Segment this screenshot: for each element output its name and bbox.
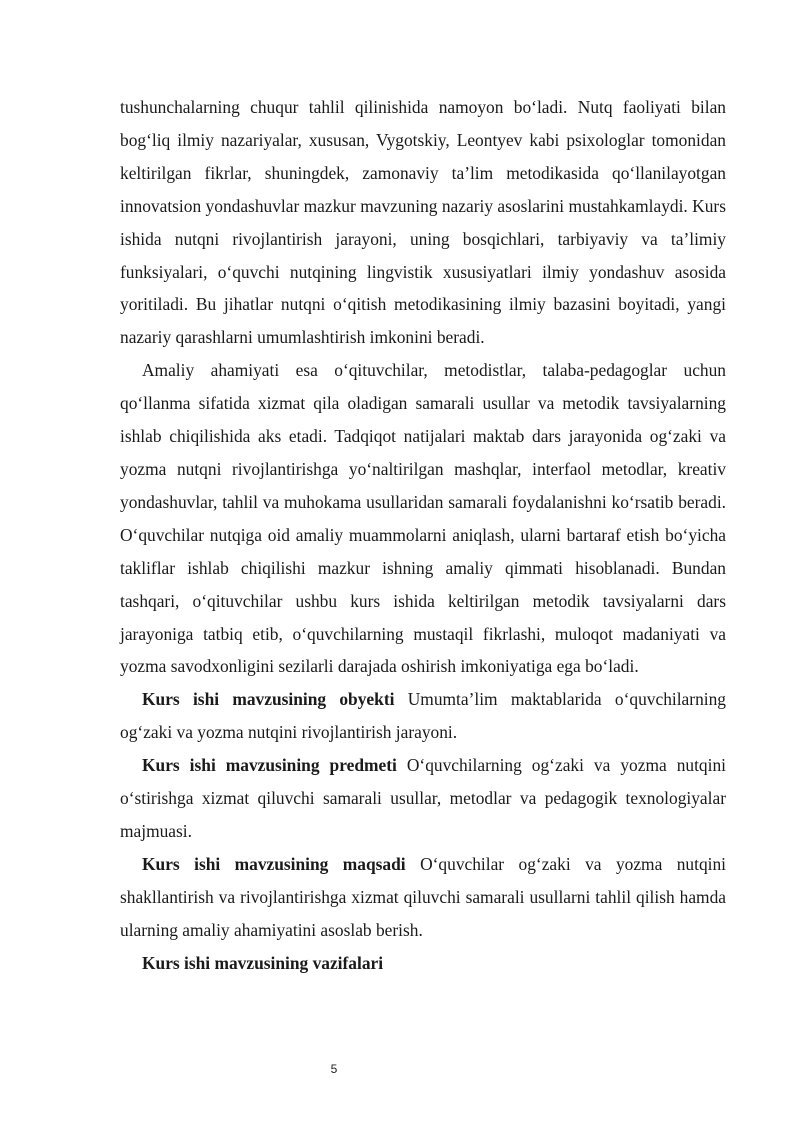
paragraph-text: Amaliy ahamiyati esa o‘qituvchilar, metodistlar, talaba-pedagoglar uchun qo‘llanma sifatida xizmat qila oladigan samarali usullar va metodik tavsiyalarning ishlab chiqilishida aks etadi. Tadqiqot natijalari maktab dars jarayonida og‘zaki va yozma nutqni rivojlantirishga yo‘naltirilgan mashqlar, interfaol metodlar, kreativ yondashuvlar, tahlil va muhokama usullaridan samarali foydalanishni ko‘rsatib beradi. O‘quvchilar nutqiga oid amaliy muammolarni aniqlash, ularni bartaraf etish bo‘yicha takliflar ishlab chiqilishi mazkur ishning amaliy qimmati hisoblanadi. Bundan tashqari, o‘qituvchilar ushbu kurs ishida keltirilgan metodik tavsiyalarni dars jarayoniga tatbiq etib, o‘quvchilarning mustaqil fikrlashi, muloqot madaniyati va yozma savodxonligini sezilarli darajada oshirish imkoniyatiga ega bo‘ladi.: [120, 360, 726, 677]
section-heading-goal: Kurs ishi mavzusining maqsadi: [142, 853, 406, 874]
paragraph-text: O‘quvchilarning og‘zaki va yozma nutqini o‘stirishga xizmat qiluvchi samarali usullar, metodlar va pedagogik texnologiyalar majmuasi.: [120, 755, 726, 841]
paragraph-theoretical-significance: [120, 91, 726, 354]
paragraph-text: O‘quvchilar og‘zaki va yozma nutqini shakllantirish va rivojlantirishga xizmat qiluvchi samarali usullarni tahlil qilish hamda ularning amaliy ahamiyatini asoslab berish.: [120, 853, 727, 940]
paragraph-goal: [120, 848, 726, 947]
page-body: [120, 91, 726, 979]
section-heading-subject: Kurs ishi mavzusining predmeti: [142, 755, 397, 776]
paragraph-object: [120, 683, 726, 749]
paragraph-practical-significance: [120, 354, 726, 683]
page-number: 5: [330, 1062, 338, 1076]
paragraph-tasks: [120, 947, 726, 980]
paragraph-text: Umumta’lim maktablarida o‘quvchilarning og‘zaki va yozma nutqini rivojlantirish jarayoni.: [120, 689, 726, 743]
paragraph-subject: [120, 749, 726, 848]
paragraph-text: tushunchalarning chuqur tahlil qilinishida namoyon bo‘ladi. Nutq faoliyati bilan bog‘liq ilmiy nazariyalar, xususan, Vygotskiy, Leontyev kabi psixologlar tomonidan keltirilgan fikrlar, shuningdek, zamonaviy ta’lim metodikasida qo‘llanilayotgan innovatsion yondashuvlar mazkur mavzuning nazariy asoslarini mustahkamlaydi. Kurs ishida nutqni rivojlantirish jarayoni, uning bosqichlari, tarbiyaviy va ta’limiy funksiyalari, o‘quvchi nutqining lingvistik xususiyatlari ilmiy yondashuv asosida yoritiladi. Bu jihatlar nutqni o‘qitish metodikasining ilmiy bazasini boyitadi, yangi nazariy qarashlarni umumlashtirish imkonini beradi.: [120, 97, 726, 348]
section-heading-tasks: Kurs ishi mavzusining vazifalari: [142, 952, 384, 973]
section-heading-object: Kurs ishi mavzusining obyekti: [142, 689, 395, 710]
